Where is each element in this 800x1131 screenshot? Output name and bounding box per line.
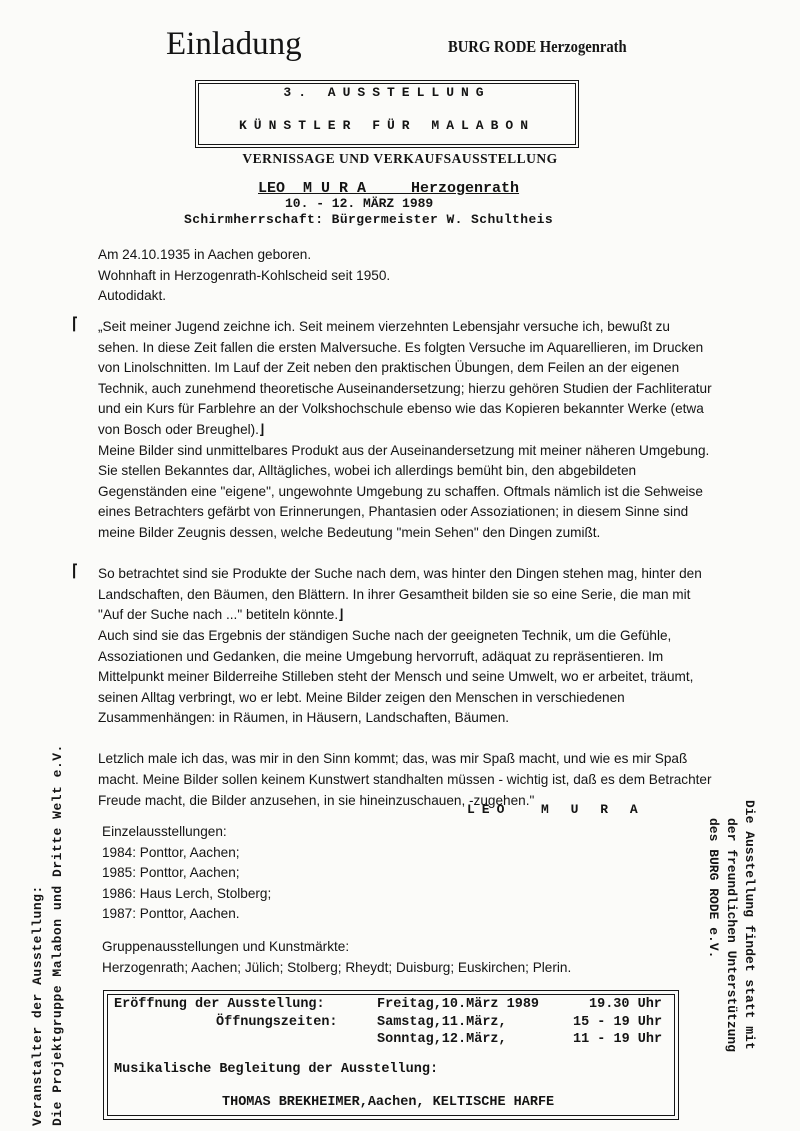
statement-paragraph: „Seit meiner Jugend zeichne ich. Seit meinem vierzehnten Lebensjahr versuche ich, bewußt zu sehen. In diese Zeit fallen die ersten Malversuche. Es folgten Versuche im Aquarellieren, im Drucken von Linolschnitten. Im Lauf der Zeit neben den praktischen Übungen, dem Feilen an der eigenen Technik, auch zunehmend theoretische Auseinandersetzung; hierzu gehören Studien der Fachliteratur und ein Kurs für Farblehre an der Volkshochschule ebenso wie das Kopieren bekannter Werke (etwa von Bosch oder Breughel).⌋ [98, 319, 712, 437]
group-exhibitions-heading: Gruppenausstellungen und Kunstmärkte: [102, 939, 350, 954]
opening-date: Freitag,10.März 1989 [377, 997, 540, 1012]
exhibition-item: 1985: Ponttor, Aachen; [102, 865, 240, 881]
invitation-title: Einladung [166, 26, 302, 62]
bracket-close-mark: ⌋ [258, 421, 265, 437]
statement-paragraph: Auch sind sie das Ergebnis der ständigen Suche nach der geeigneten Technik, um die Gefühle, Assoziationen und Gedanken, die meine Umgebung hervorruft, adäquat zu repräsentieren. Im Mittelpunkt meiner Bilderreihe Stilleben steht der Mensch und seine Umwelt, wo er arbeitet, träumt, seinen Alltag verbringt, wo er lebt. Meine Bilder zeigen den Menschen in verschiedenen Zusammenhängen: in Räumen, in Häusern, Landschaften, Bäumen. [98, 627, 694, 726]
opening-hours-label: Öffnungszeiten: [216, 1015, 338, 1030]
hours-day: Samstag,11.März, [377, 1015, 507, 1030]
hours-time: 11 - 19 Uhr [573, 1032, 663, 1047]
hours-day: Sonntag,12.März, [377, 1032, 507, 1047]
bio-line: Am 24.10.1935 in Aachen geboren. [98, 247, 312, 262]
opening-quote: „ [98, 319, 103, 334]
exhibition-item: 1987: Ponttor, Aachen. [102, 906, 240, 922]
event-subtitle: VERNISSAGE UND VERKAUFSAUSSTELLUNG [242, 151, 558, 166]
statement-paragraph: Letzlich male ich das, was mir in den Sinn kommt; das, was mir Spaß macht, und wie es mir Spaß macht. Meine Bilder sollen keinem Kunstwert standhalten müssen - wichtig ist, daß es dem Betrachter Freude macht, die Bilder anzusehen, in sie hineinzuschauen, -zugehen." [98, 751, 712, 808]
patronage-line: Schirmherrschaft: Bürgermeister W. Schultheis [184, 212, 554, 227]
exhibition-name: KÜNSTLER FÜR MALABON [238, 118, 536, 133]
opening-time: 19.30 Uhr [589, 997, 662, 1012]
support-note: des BURG RODE e.V. [706, 818, 721, 959]
statement-paragraph: Meine Bilder sind unmittelbares Produkt aus der Auseinandersetzung mit meiner näheren Umgebung. Sie stellen Bekanntes dar, Alltägliches, wobei ich allerdings bemüht bin, den abgebildeten Gegenständen eine "eigene", ungewohnte Umgebung zu schaffen. Oftmals nämlich ist die Sehweise eines Betrachters gefärbt von Erinnerungen, Phantasien oder Assoziationen; in diesem Sinne sind meine Bilder Zeugnis dessen, welche Bedeutung "mein Sehen" den Dingen zumißt. [98, 442, 710, 540]
opening-label: Eröffnung der Ausstellung: [114, 997, 325, 1012]
music-label: Musikalische Begleitung der Ausstellung: [114, 1062, 439, 1077]
margin-bracket-mark: ⌈ [72, 563, 79, 581]
hours-time: 15 - 19 Uhr [573, 1015, 663, 1030]
exhibition-title-box [195, 80, 579, 148]
bio-line: Autodidakt. [98, 288, 167, 304]
solo-exhibitions-heading: Einzelausstellungen: [102, 824, 227, 839]
event-info-box [103, 990, 679, 1120]
bio-line: Wohnhaft in Herzogenrath-Kohlscheid seit 1950. [98, 267, 391, 283]
organization-name: BURG RODE Herzogenrath [448, 37, 627, 56]
music-performer: THOMAS BREKHEIMER,Aachen, KELTISCHE HARFE [222, 1095, 555, 1110]
statement-paragraph: ⌈ So betrachtet sind sie Produkte der Suche nach dem, was hinter den Dingen stehen mag, hinter den Landschaften, den Bäumen, den Blättern. In ihrer Gesamtheit bilden sie so eine Serie, die man mit "Auf der Suche nach ..." betiteln könnte.⌋ [72, 563, 702, 623]
exhibition-number: 3. AUSSTELLUNG [283, 85, 491, 100]
group-exhibitions [102, 937, 662, 978]
artist-signature: LEO M U R A [467, 802, 645, 817]
exhibition-item: 1986: Haus Lerch, Stolberg; [102, 885, 272, 901]
support-note: der freundlichen Unterstützung [724, 818, 739, 1053]
organizer-name: Die Projektgruppe Malabon und Dritte Welt e.V. [50, 744, 65, 1126]
artist-heading: LEO M U R A Herzogenrath [258, 180, 520, 197]
exhibition-dates: 10. - 12. MÄRZ 1989 [285, 196, 434, 211]
bracket-close-mark: ⌋ [338, 607, 344, 623]
artist-bio [98, 245, 698, 307]
support-note: Die Ausstellung findet statt mit [742, 800, 757, 1050]
exhibition-item: 1984: Ponttor, Aachen; [102, 844, 240, 860]
group-exhibitions-list: Herzogenrath; Aachen; Jülich; Stolberg; Rheydt; Duisburg; Euskirchen; Plerin. [102, 959, 572, 975]
margin-bracket-mark: ⌈ [72, 316, 79, 333]
solo-exhibitions [102, 822, 622, 925]
organizer-label: Veranstalter der Ausstellung: [30, 885, 45, 1126]
artist-statement [72, 316, 713, 811]
